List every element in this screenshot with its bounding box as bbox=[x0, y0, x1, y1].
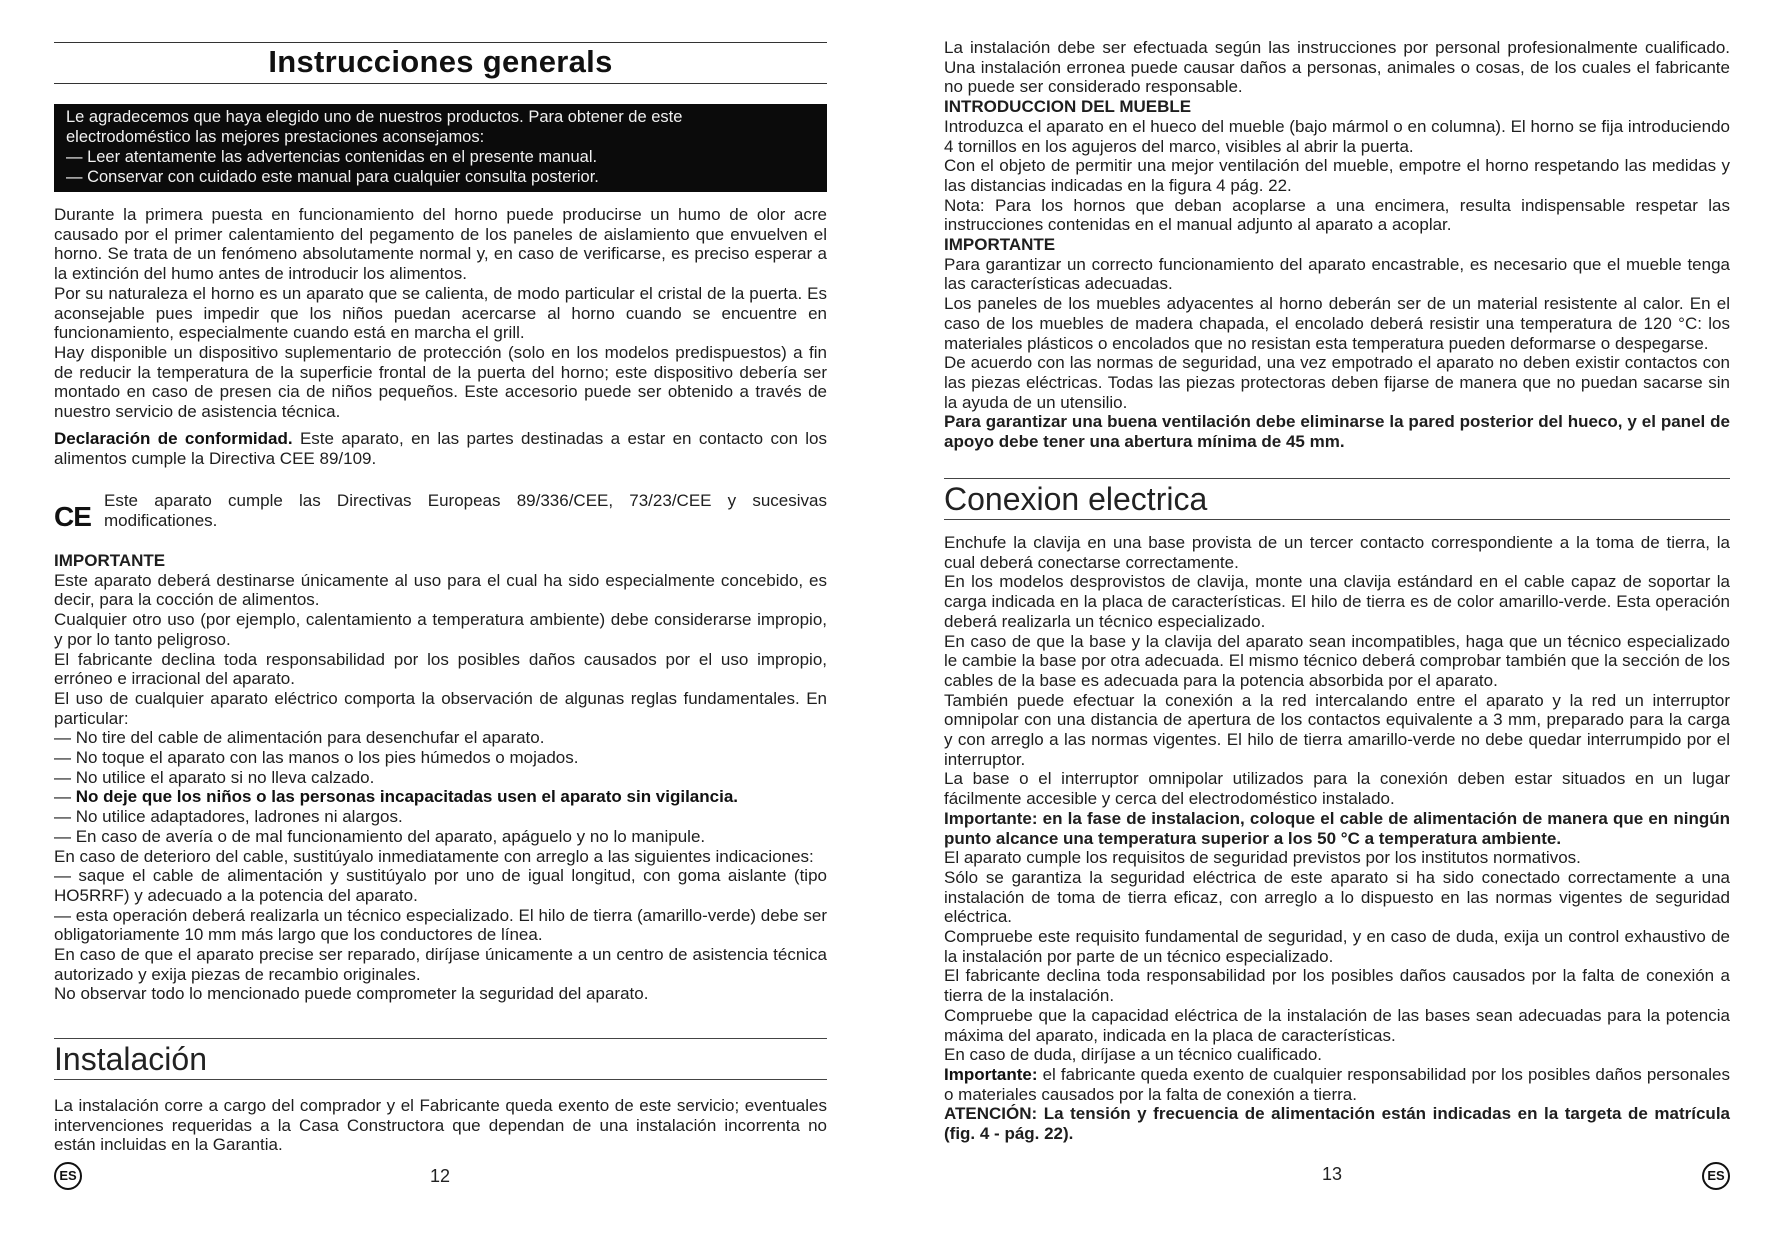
importante-section bbox=[54, 551, 827, 1004]
right-page bbox=[944, 0, 1730, 1240]
atencion-note: ATENCIÓN: La tensión y frecuencia de alimentación están indicadas en la targeta de matrícula (fig. 4 - pág. 22). bbox=[944, 1104, 1730, 1144]
paragraph: Introduzca el aparato en el hueco del mueble (bajo mármol o en columna). El horno se fija introduciendo 4 tornillos en los agujeros del marco, visibles al abrir la puerta. bbox=[944, 116, 1730, 156]
page-title: Instrucciones generals bbox=[54, 42, 827, 84]
list-item bbox=[54, 787, 827, 807]
list-item: — En caso de avería o de mal funcionamiento del aparato, apáguelo y no lo manipule. bbox=[54, 826, 706, 846]
intro-paragraphs bbox=[54, 205, 827, 422]
list-item: — No toque el aparato con las manos o los pies húmedos o mojados. bbox=[54, 748, 579, 768]
paragraph: Compruebe que la capacidad eléctrica de la instalación de las bases sean adecuadas para la potencia máxima del aparato, indicada en la placa de características. bbox=[944, 1005, 1730, 1045]
list-item-bold: No deje que los niños o las personas incapacitadas usen el aparato sin vigilancia. bbox=[75, 787, 739, 807]
paragraph: La base o el interruptor omnipolar utilizados para la conexión deben estar situados en un lugar fácilmente accesible y cerca del electrodoméstico instalado. bbox=[944, 769, 1730, 809]
section-heading: INTRODUCCION DEL MUEBLE bbox=[944, 97, 1192, 117]
paragraph: El uso de cualquier aparato eléctrico comporta la observación de algunas reglas fundamentales. En particular: bbox=[54, 688, 827, 728]
section-heading: IMPORTANTE bbox=[54, 551, 166, 570]
paragraph: No observar todo lo mencionado puede comprometer la seguridad del aparato. bbox=[54, 984, 649, 1004]
paragraph: En caso de que la base y la clavija del aparato sean incompatibles, haga que un técnico especializado le cambie la base por otra adecuada. El mismo técnico deberá comprobar también que la sección de los cables de la base es adecuada para la potencia absorbida por el aparato. bbox=[944, 631, 1730, 690]
paragraph: Hay disponible un dispositivo suplementario de protección (solo en los modelos predispuestos) a fin de reducir la temperatura de la superficie frontal de la puerta del horno; este dispositivo debería ser montado en caso de presen cia de niños pequeños. Este accesorio puede ser obtenido a través de nuestro servicio de asistencia técnica. bbox=[54, 342, 827, 422]
importante-text: el fabricante queda exento de cualquier responsabilidad por los posibles daños personales o materiales causados por la falta de conexión a tierra. bbox=[944, 1064, 1730, 1104]
instalacion-text: La instalación corre a cargo del comprador y el Fabricante queda exento de este servicio; eventuales intervenciones requeridas a la Casa Constructora que dependan de una instalación incorrenta no están incluidas en la Garantia. bbox=[54, 1096, 827, 1155]
language-badge: ES bbox=[54, 1162, 82, 1190]
list-dash: — bbox=[54, 787, 76, 807]
declaration bbox=[54, 429, 827, 468]
paragraph: Enchufe la clavija en una base provista de un tercer contacto correspondiente a la toma de tierra, la cual deberá conectarse correctamente. bbox=[944, 533, 1730, 572]
language-badge: ES bbox=[1702, 1162, 1730, 1190]
conexion-section bbox=[944, 533, 1730, 1144]
paragraph: Los paneles de los muebles adyacentes al horno deberán ser de un material resistente al calor. En el caso de los muebles de madera chapada, el encolado deberá resistir una temperatura de 120 °C: los materiales plásticos o encolados que no resistan esta temperatura pueden deformarse o despegarse. bbox=[944, 294, 1730, 353]
paragraph: El fabricante declina toda responsabilidad por los posibles daños causados por la falta de conexión a tierra de la instalación. bbox=[944, 966, 1730, 1006]
page-number: 12 bbox=[430, 1166, 451, 1186]
instalacion-heading: Instalación bbox=[54, 1038, 827, 1080]
paragraph: También puede efectuar la conexión a la red intercalando entre el aparato y la red un interruptor omnipolar con una distancia de apertura de los contactos equivalente a 3 mm, preparado para la carga y con arreglo a las normas vigentes. El hilo de tierra amarillo-verde no debe quedar interrumpido por el interruptor. bbox=[944, 690, 1730, 769]
paragraph: Cualquier otro uso (por ejemplo, calentamiento a temperatura ambiente) debe considerarse impropio, y por lo tanto peligroso. bbox=[54, 610, 827, 649]
paragraph: En caso de deterioro del cable, sustitúyalo inmediatamente con arreglo a las siguientes indicaciones: bbox=[54, 846, 814, 866]
paragraph: Por su naturaleza el horno es un aparato que se calienta, de modo particular el cristal de la puerta. Es aconsejable pues impedir que los niños puedan acercarse al horno cuando se encuentre en funcionamiento, especialmente cuando está en marcha el grill. bbox=[54, 283, 827, 343]
paragraph: El aparato cumple los requisitos de seguridad previstos por los institutos normativos. bbox=[944, 848, 1581, 868]
intro-box bbox=[54, 104, 827, 192]
paragraph: En los modelos desprovistos de clavija, monte una clavija estándard en el cable capaz de soportar la carga indicada en la placa de características. El hilo de tierra es de color amarillo-verde. Esta operación deberá realizarla un técnico especializado. bbox=[944, 572, 1730, 631]
paragraph: Compruebe este requisito fundamental de seguridad, y en caso de duda, exija un control exhaustivo de la instalación por parte de un técnico especializado. bbox=[944, 927, 1730, 966]
install-intro bbox=[944, 38, 1730, 452]
paragraph: De acuerdo con las normas de seguridad, una vez empotrado el aparato no deben existir contactos con las piezas eléctricas. Todas las piezas protectoras deben fijarse de manera que no puedan sacarse sin la ayuda de un utensilio. bbox=[944, 353, 1730, 412]
importante-label: Importante: bbox=[944, 1064, 1038, 1084]
page-number: 13 bbox=[1322, 1164, 1343, 1184]
paragraph: Este aparato deberá destinarse únicamente al uso para el cual ha sido especialmente concebido, es decir, para la cocción de alimentos. bbox=[54, 570, 827, 610]
paragraph: Con el objeto de permitir una mejor ventilación del mueble, empotre el horno respetando las medidas y las distancias indicadas en la figura 4 pág. 22. bbox=[944, 156, 1730, 195]
ce-mark: CE bbox=[54, 501, 91, 532]
paragraph: — saque el cable de alimentación y sustitúyalo por uno de igual longitud, con goma aislante (tipo HO5RRF) y adecuado a la potencia del aparato. bbox=[54, 866, 827, 905]
declaration-title: Declaración de conformidad. bbox=[54, 429, 293, 448]
paragraph-bold: Importante: en la fase de instalacion, coloque el cable de alimentación de manera que en ningún punto alcance una temperatura superior a los 50 °C a temperatura ambiente. bbox=[944, 808, 1730, 848]
left-page bbox=[54, 0, 827, 1240]
paragraph: El fabricante declina toda responsabilidad por los posibles daños causados por el uso impropio, erróneo e irracional del aparato. bbox=[54, 649, 827, 689]
section-heading: IMPORTANTE bbox=[944, 235, 1056, 255]
paragraph: — esta operación deberá realizarla un técnico especializado. El hilo de tierra (amarillo-verde) debe ser obligatoriamente 10 mm más largo que los conductores de línea. bbox=[54, 905, 827, 945]
intro-line: — Leer atentamente las advertencias contenidas en el presente manual. bbox=[66, 148, 598, 166]
list-item: — No utilice el aparato si no lleva calzado. bbox=[54, 767, 375, 787]
intro-line: Le agradecemos que haya elegido uno de nuestros productos. Para obtener de este bbox=[66, 108, 683, 126]
paragraph: Durante la primera puesta en funcionamiento del horno puede producirse un humo de olor acre causado por el primer calentamiento del pegamento de los paneles de aislamiento que envuelven el horno. Se trata de un fenómeno absolutamente normal y, en caso de verificarse, es preciso esperar a la extinción del humo antes de introducir los alimentos. bbox=[54, 205, 827, 284]
declaration-text: Este aparato, en las partes destinadas a estar en contacto con los alimentos cumple la Directiva CEE 89/109. bbox=[54, 429, 827, 468]
conexion-heading: Conexion electrica bbox=[944, 478, 1730, 520]
paragraph: Para garantizar un correcto funcionamiento del aparato encastrable, es necesario que el mueble tenga las características adecuadas. bbox=[944, 254, 1730, 294]
ventilation-note: Para garantizar una buena ventilación debe eliminarse la pared posterior del hueco, y el panel de apoyo debe tener una abertura mínima de 45 mm. bbox=[944, 412, 1730, 452]
ce-text: Este aparato cumple las Directivas Europeas 89/336/CEE, 73/23/CEE y sucesivas modificationes. bbox=[104, 491, 827, 530]
paragraph: La instalación debe ser efectuada según las instrucciones por personal profesionalmente cualificado. Una instalación erronea puede causar daños a personas, animales o cosas, de los cuales el fabricante no puede ser considerado responsable. bbox=[944, 38, 1730, 97]
paragraph: En caso de duda, diríjase a un técnico cualificado. bbox=[944, 1045, 1323, 1065]
paragraph: Nota: Para los hornos que deban acoplarse a una encimera, resulta indispensable respetar las instrucciones contenidas en el manual adjunto al aparato a acoplar. bbox=[944, 195, 1730, 235]
intro-line: — Conservar con cuidado este manual para cualquier consulta posterior. bbox=[66, 168, 599, 186]
paragraph bbox=[944, 1065, 1730, 1104]
paragraph: Sólo se garantiza la seguridad eléctrica de este aparato si ha sido conectado correctamente a una instalación de toma de tierra eficaz, con arreglo a lo dispuesto en las normas vigentes de seguridad eléctrica. bbox=[944, 867, 1730, 927]
list-item: — No utilice adaptadores, ladrones ni alargos. bbox=[54, 807, 403, 827]
paragraph: En caso de que el aparato precise ser reparado, diríjase únicamente a un centro de asistencia técnica autorizado y exija piezas de recambio originales. bbox=[54, 945, 827, 984]
list-item: — No tire del cable de alimentación para desenchufar el aparato. bbox=[54, 728, 545, 748]
intro-line: electrodoméstico las mejores prestaciones aconsejamos: bbox=[66, 128, 485, 146]
